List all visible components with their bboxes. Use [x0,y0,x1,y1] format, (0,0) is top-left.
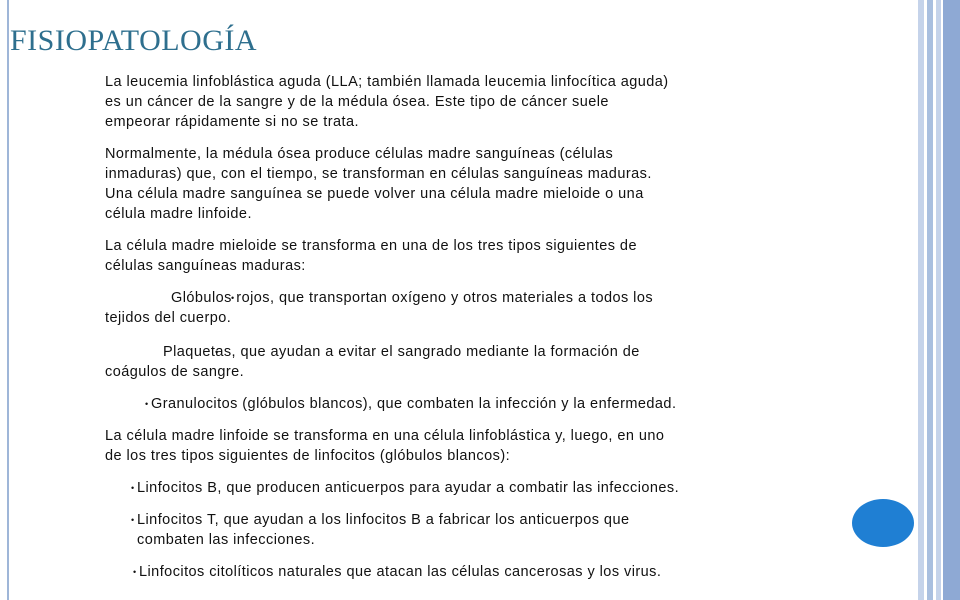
decorative-circle [852,499,914,547]
list-item-red-cells: • Glóbulos rojos, que transportan oxígeno y otros materiales a todos los tejidos del cuerpo. [105,288,852,328]
paragraph-bone-marrow: Normalmente, la médula ósea produce células madre sanguíneas (células inmaduras) que, con el tiempo, se transforman en células sanguíneas maduras. Una célula madre sanguínea se puede volver una célula madre mieloide o una célula madre linfoide. [105,146,652,222]
list-item-nk-cells: • Linfocitos citolíticos naturales que atacan las células cancerosas y los virus. [139,562,852,582]
decor-bar [927,0,933,600]
slide-body [105,72,852,594]
paragraph-myeloid: La célula madre mieloide se transforma en una de los tres tipos siguientes de células sanguíneas maduras: [105,238,637,274]
decor-bar [943,0,960,600]
decor-bar [936,0,941,600]
right-decorative-bars [918,0,960,600]
left-border-line [7,0,9,600]
list-item-b-cells: • Linfocitos B, que producen anticuerpos para ayudar a combatir las infecciones. [137,478,852,498]
decor-bar [918,0,924,600]
list-item-granulocytes: • Granulocitos (glóbulos blancos), que combaten la infección y la enfermedad. [151,394,852,414]
paragraph-lymphoid: La célula madre linfoide se transforma en una célula linfoblástica y, luego, en uno de los tres tipos siguientes de linfocitos (glóbulos blancos): [105,428,665,464]
list-item-t-cells: • Linfocitos T, que ayudan a los linfocitos B a fabricar los anticuerpos que combaten las infecciones. [137,510,852,550]
list-item-platelets: • Plaquetas, que ayudan a evitar el sangrado mediante la formación de coágulos de sangre. [105,342,852,382]
paragraph-intro: La leucemia linfoblástica aguda (LLA; también llamada leucemia linfocítica aguda) es un cáncer de la sangre y de la médula ósea. Este tipo de cáncer suele empeorar rápidamente si no se trata. [105,74,669,130]
slide-title: FISIOPATOLOGÍA [10,24,258,57]
